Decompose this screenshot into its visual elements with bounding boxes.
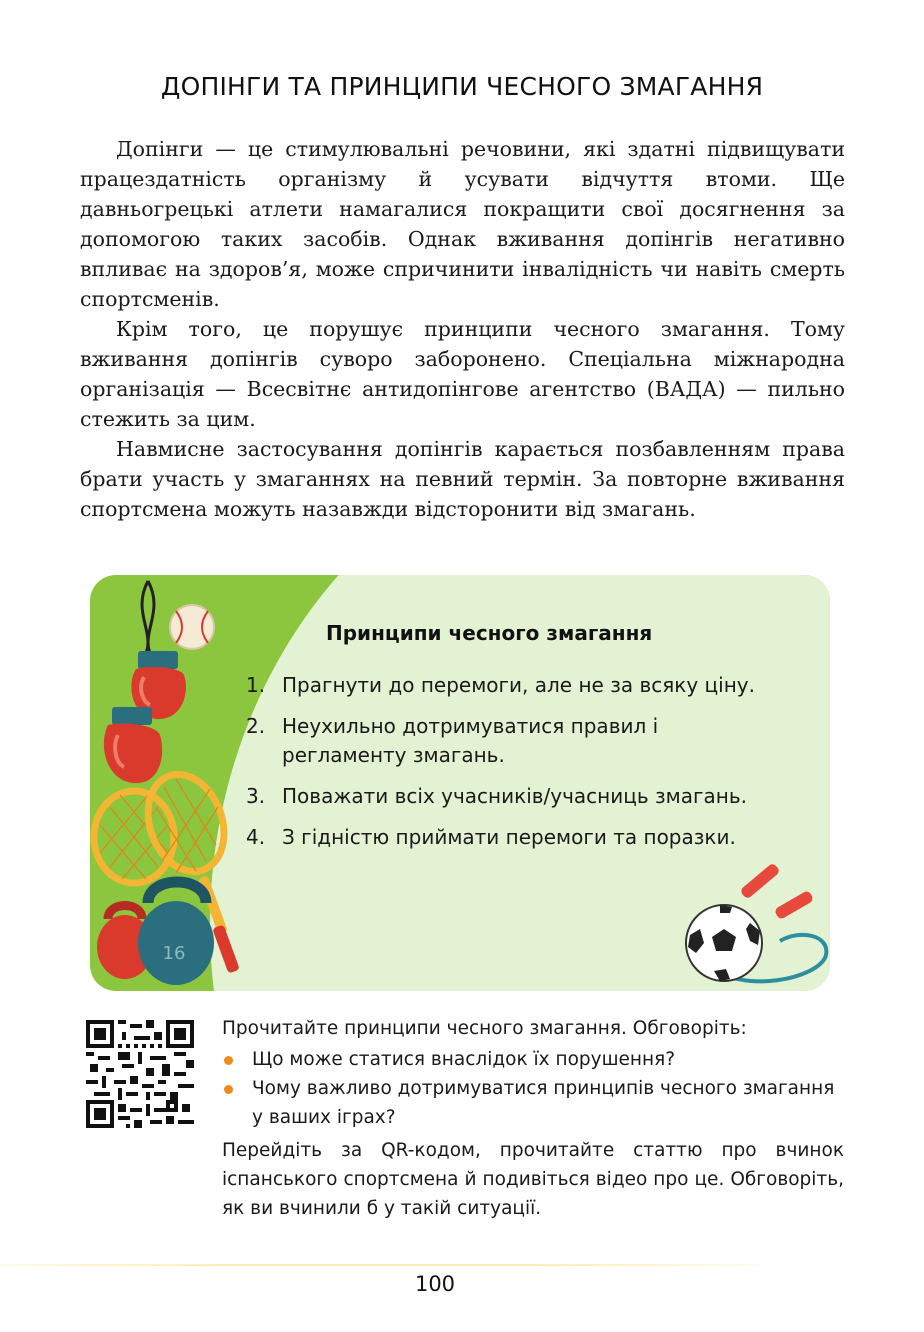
list-number: 2. [246,714,266,738]
list-item-text: Неухильно дотримуватися правил і регламенту змагань. [282,714,659,767]
card-title: Принципи чесного змагання [326,621,653,645]
paragraph-3: Навмисне застосування допінгів карається позбавленням права брати участь у змаганнях на певний термін. За повторне вживання спортсмена можуть назавжди відсторонити від змагань. [80,437,845,521]
question-text: Чому важливо дотримуватися принципів чесного змагання у ваших іграх? [252,1078,835,1128]
list-item-text: Поважати всіх учасників/учасниць змагань. [282,784,747,808]
paragraph-1: Допінги — це стимулювальні речовини, які здатні підвищувати працездатність організму й усувати відчуття втоми. Ще давньогрецькі атлети намагалися покращити свої досягнення за допомогою таких засобів. Однак вживання допінгів негативно впливає на здоров’я, може спричинити інвалідність чи навіть смерть спортсменів. [80,137,845,311]
discussion-tasks [222,1014,844,1223]
list-item-text: Прагнути до перемоги, але не за всяку ціну. [282,673,755,697]
list-number: 4. [246,825,266,849]
list-item [246,823,766,852]
bullet-icon [224,1085,233,1094]
list-number: 1. [246,673,266,697]
bullet-icon [224,1056,233,1065]
qr-instructions: Перейдіть за QR-кодом, прочитайте статтю про вчинок іспанського спортсмена й подивіться відео про це. Обговоріть, як ви вчинили б у такій ситуації. [222,1140,844,1219]
page-number: 100 [414,1272,456,1296]
list-item [222,1074,844,1132]
kettlebell-label: 16 [162,943,186,964]
principles-list [246,671,766,864]
paragraph-2: Крім того, це порушує принципи чесного змагання. Тому вживання допінгів суворо заборонено. Спеціальна міжнародна організація — Всесвітнє антидопінгове агентство (ВАДА) — пильно стежить за цим. [80,317,845,431]
soccer-ball-icon [686,905,762,981]
soccer-jump-rope-illustration [670,845,830,991]
list-item-text: З гідністю приймати перемоги та поразки. [282,825,736,849]
kettlebell-icon [138,882,214,985]
qr-code-icon[interactable] [86,1020,194,1128]
fair-play-card [90,575,830,991]
footer-divider [0,1264,760,1266]
list-number: 3. [246,784,266,808]
question-text: Що може статися внаслідок їх порушення? [252,1049,676,1070]
baseball-icon [170,605,214,649]
list-item [246,671,766,700]
list-item [222,1045,844,1074]
questions-list [222,1045,844,1132]
main-text [80,134,845,524]
tasks-lead: Прочитайте принципи чесного змагання. Обговоріть: [222,1018,747,1039]
page-title: ДОПІНГИ ТА ПРИНЦИПИ ЧЕСНОГО ЗМАГАННЯ [160,72,764,101]
list-item [246,712,766,770]
tennis-racket-icon [94,791,174,883]
list-item [246,782,766,811]
